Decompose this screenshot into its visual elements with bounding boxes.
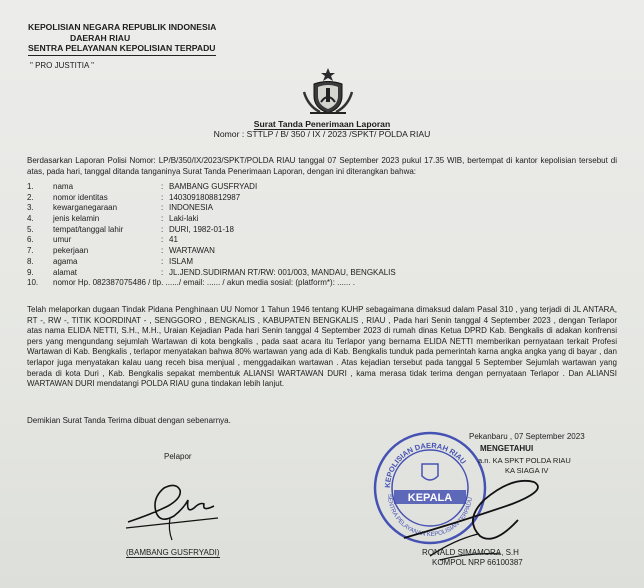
place-date: Pekanbaru , 07 September 2023 [469, 432, 585, 441]
pelapor-label: Pelapor [164, 452, 192, 461]
reporter-signature [122, 478, 222, 544]
intro-paragraph: Berdasarkan Laporan Polisi Nomor: LP/B/350/IX/2023/SPKT/POLDA RIAU tanggal 07 September 2023 pukul 17.35 WIB, bertempat di kantor kepolisian tersebut di atas, pada hari, tanggal ditanda tanganinya Surat Tanda Penerimaan Laporan, dengan ini diterangkan bahwa: [27, 156, 617, 176]
officer-name: RONALD SIMAMORA, S.H [422, 548, 519, 557]
acknowledged-label: MENGETAHUI [480, 444, 534, 453]
field-row: 9. alamat : JL.JEND.SUDIRMAN RT/RW: 001/003, MANDAU, BENGKALIS [27, 267, 396, 277]
field-row: 2. nomor identitas : 1403091808812987 [27, 192, 241, 202]
header-region: DAERAH RIAU [70, 33, 131, 43]
field-row: 1. nama : BAMBANG GUSFRYADI [27, 182, 258, 191]
police-emblem-icon [300, 66, 356, 116]
field-row: 4. jenis kelamin : Laki-laki [27, 214, 199, 224]
officer-nrp: KOMPOL NRP 66100387 [432, 558, 523, 567]
pro-justitia: " PRO JUSTITIA " [30, 61, 94, 70]
stamp-top-text: KEPOLISIAN DAERAH RIAU [382, 440, 468, 489]
document-number: Nomor : STTLP / B/ 350 / IX / 2023 /SPKT/ POLDA RIAU [213, 129, 431, 139]
header-unit: SENTRA PELAYANAN KEPOLISIAN TERPADU [28, 43, 216, 56]
pelapor-name: (BAMBANG GUSFRYADI) [126, 548, 220, 557]
office-line-2: KA SIAGA IV [505, 466, 549, 475]
field-row: 7. pekerjaan : WARTAWAN [27, 246, 215, 256]
header-institution: KEPOLISIAN NEGARA REPUBLIK INDONESIA [28, 22, 217, 32]
closing-statement: Demikian Surat Tanda Terima dibuat dengan sebenarnya. [27, 416, 231, 425]
field-row: 6. umur : 41 [27, 235, 178, 245]
stamp-center-text: KEPALA [407, 492, 453, 504]
report-body: Telah melaporkan dugaan Tindak Pidana Penghinaan UU Nomor 1 Tahun 1946 tentang KUHP sebagaimana dimaksud dalam Pasal 310 , yang terjadi di JL ANTARA, RT -, RW -, TITIK KOORDINAT - , SENGGORO , BENGKALIS , KABUPATEN BENGKALIS , RIAU , Pada hari Senin tanggal 4 September 2023 , dengan Terlapor atas nama ELIDA NETTI, S.H., M.H., Uraian Kejadian Pada hari Senin tanggal 4 September 2023 di rumah dinas Ketua DPRD Kab. Bengkalis di adakan konfrensi pers yang mengundang sejumlah Wartawan di kota bengkalis , pada saat acara itu Terlapor yang bernama ELIDA NETTI memberikan pernyataan terkait Profesi Wartawan di Kab. Bengkalis , terlapor menyatakan bahwa 80% wartawan yang ada di Kab. Bengkalis tunduk pada pemerintah karna angka angka yang di bayar , dan terlapor juga menyatakan kalau uang receh bisa menjual , menggadaikan wartawan . Atas kejadian tersebut pada tanggal 5 September Sejumlah wartawan yang berada di kota Duri , Kab. Bengkalis sepakat membentuk ALIANSI WARTAWAN DURI , kama merasa tidak terima dengan pernyataan Terlapor . Dan ALIANSI WARTAWAN DURI mendatangi POLDA RIAU guna tindakan lebih lanjut. [27, 305, 617, 389]
field-row: 3. kewarganegaraan : INDONESIA [27, 203, 214, 213]
document-title: Surat Tanda Penerimaan Laporan [253, 119, 391, 129]
field-row: 5. tempat/tanggal lahir : DURI, 1982-01-18 [27, 224, 234, 234]
field-row: 8. agama : ISLAM [27, 256, 194, 266]
reporter-fields [27, 182, 627, 289]
field-row: 10. nomor Hp. 082387075486 / tlp. ....../ email: ...... / akun media sosial: (platform*): ...... . [27, 278, 355, 288]
office-line-1: a.n. KA SPKT POLDA RIAU [478, 456, 571, 465]
stamp-bottom-text: SENTRA PELAYANAN KEPOLISIAN TERPADU [385, 493, 474, 539]
